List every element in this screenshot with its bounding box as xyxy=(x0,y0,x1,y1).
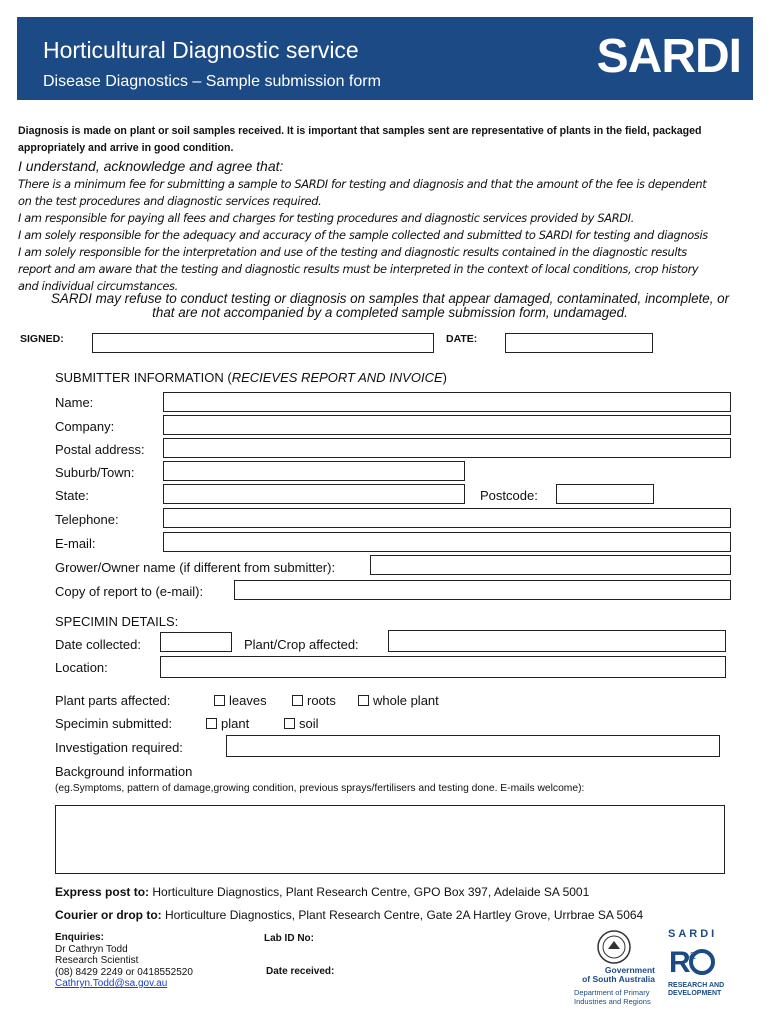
whole-plant-checkbox[interactable] xyxy=(358,695,369,706)
date-collected-label: Date collected: xyxy=(55,637,141,652)
crop-affected-field[interactable] xyxy=(388,630,726,652)
agreement-line: on the test procedures and diagnostic services required. xyxy=(18,194,322,208)
name-field[interactable] xyxy=(163,392,731,412)
email-label: E-mail: xyxy=(55,536,96,551)
name-label: Name: xyxy=(55,395,94,410)
state-field[interactable] xyxy=(163,484,465,504)
signature-date-field[interactable] xyxy=(505,333,653,353)
lab-id-label: Lab ID No: xyxy=(264,933,314,944)
postal-address-label: Postal address: xyxy=(55,442,145,457)
dept-line-2: Industries and Regions xyxy=(574,996,651,1006)
crop-affected-label: Plant/Crop affected: xyxy=(244,637,359,652)
grower-label: Grower/Owner name (if different from submitter): xyxy=(55,560,336,575)
enquiries-label: Enquiries: xyxy=(55,932,104,943)
submitter-heading: SUBMITTER INFORMATION (RECIEVES REPORT AND INVOICE) xyxy=(55,370,447,385)
telephone-field[interactable] xyxy=(163,508,731,528)
state-label: State: xyxy=(55,488,89,503)
background-hint: (eg.Symptoms, pattern of damage,growing condition, previous sprays/fertilisers and testing done. E-mails welcome): xyxy=(55,783,585,794)
copy-report-label: Copy of report to (e-mail): xyxy=(55,584,204,599)
agreement-line: I am responsible for paying all fees and charges for testing procedures and diagnostic services provided by SARDI. xyxy=(18,211,634,225)
background-field[interactable] xyxy=(55,805,725,874)
roots-option[interactable]: roots xyxy=(292,693,336,708)
sardi-logo: SARDI xyxy=(596,30,741,83)
refuse-notice xyxy=(20,292,760,320)
page-title: Horticultural Diagnostic service xyxy=(43,37,359,63)
enquiries-block xyxy=(55,932,193,990)
government-logo xyxy=(570,928,662,1008)
signature-field[interactable] xyxy=(92,333,434,353)
leaves-checkbox[interactable] xyxy=(214,695,225,706)
grower-field[interactable] xyxy=(370,555,731,575)
agreement-line: and individual circumstances. xyxy=(18,279,178,293)
state-crest-icon xyxy=(594,928,634,966)
gov-line-2: of South Australia xyxy=(582,974,655,984)
agreement-line: I am solely responsible for the interpretation and use of the testing and diagnostic results contained in the diagnostic results xyxy=(18,245,687,259)
soil-checkbox[interactable] xyxy=(284,718,295,729)
rd-line-1: RESEARCH AND xyxy=(668,982,725,989)
postcode-label: Postcode: xyxy=(480,488,538,503)
agreement-list xyxy=(18,176,758,295)
specimen-submitted-label: Specimin submitted: xyxy=(55,716,173,731)
leaves-option[interactable]: leaves xyxy=(214,693,267,708)
investigation-field[interactable] xyxy=(226,735,720,757)
plant-parts-label: Plant parts affected: xyxy=(55,693,171,708)
whole-plant-option[interactable]: whole plant xyxy=(358,693,439,708)
roots-checkbox[interactable] xyxy=(292,695,303,706)
date-collected-field[interactable] xyxy=(160,632,232,652)
suburb-label: Suburb/Town: xyxy=(55,465,135,480)
courier-drop: Courier or drop to: Horticulture Diagnostics, Plant Research Centre, Gate 2A Hartley Grove, Urrbrae SA 5064 xyxy=(55,908,644,922)
agreement-line: There is a minimum fee for submitting a sample to SARDI for testing and diagnosis and that the amount of the fee is dependent xyxy=(18,177,707,191)
location-label: Location: xyxy=(55,660,108,675)
contact-email-link[interactable]: Cathryn.Todd@sa.gov.au xyxy=(55,978,168,989)
suburb-field[interactable] xyxy=(163,461,465,481)
copy-report-field[interactable] xyxy=(234,580,731,600)
page-subtitle: Disease Diagnostics – Sample submission form xyxy=(43,73,381,90)
company-label: Company: xyxy=(55,419,115,434)
express-post: Express post to: Horticulture Diagnostics, Plant Research Centre, GPO Box 397, Adelaide SA 5001 xyxy=(55,885,590,899)
contact-name: Dr Cathryn Todd xyxy=(55,943,128,955)
sardi-rd-logo xyxy=(668,928,728,1008)
plant-option[interactable]: plant xyxy=(206,716,249,731)
agreement-line: report and am aware that the testing and diagnostic results must be interpreted in the context of local conditions, crop history xyxy=(18,262,699,276)
company-field[interactable] xyxy=(163,415,731,435)
contact-phone: (08) 8429 2249 or 0418552520 xyxy=(55,966,193,978)
signed-label: SIGNED: xyxy=(20,333,64,345)
date-received-label: Date received: xyxy=(266,966,335,977)
rd-line-2: DEVELOPMENT xyxy=(668,990,722,997)
dept-line-1: Department of Primary xyxy=(574,988,650,997)
email-field[interactable] xyxy=(163,532,731,552)
specimen-heading: SPECIMIN DETAILS: xyxy=(55,614,179,629)
refuse-line-2: that are not accompanied by a completed sample submission form, undamaged. xyxy=(152,305,628,320)
telephone-label: Telephone: xyxy=(55,512,119,527)
agreement-heading: I understand, acknowledge and agree that: xyxy=(18,158,284,174)
date-label: DATE: xyxy=(446,333,478,345)
location-field[interactable] xyxy=(160,656,726,678)
gov-line-1: Government xyxy=(604,965,655,975)
intro-text: Diagnosis is made on plant or soil samples received. It is important that samples sent are representative of plants in the field, packaged appropriately and arrive in good condition. xyxy=(18,125,702,154)
soil-option[interactable]: soil xyxy=(284,716,319,731)
svg-text:R: R xyxy=(669,946,691,978)
sardi-small-logo: SARDI xyxy=(668,928,718,940)
svg-text:&: & xyxy=(689,951,696,962)
investigation-label: Investigation required: xyxy=(55,740,183,755)
postcode-field[interactable] xyxy=(556,484,654,504)
header-banner xyxy=(17,17,753,100)
background-label: Background information xyxy=(55,764,193,779)
agreement-line: I am solely responsible for the adequacy and accuracy of the sample collected and submitted to SARDI for testing and diagnosis xyxy=(18,228,708,242)
rd-emblem-icon xyxy=(668,944,716,978)
contact-role: Research Scientist xyxy=(55,955,139,966)
refuse-line-1: SARDI may refuse to conduct testing or diagnosis on samples that appear damaged, contaminated, incomplete, or xyxy=(50,291,730,306)
plant-checkbox[interactable] xyxy=(206,718,217,729)
postal-address-field[interactable] xyxy=(163,438,731,458)
